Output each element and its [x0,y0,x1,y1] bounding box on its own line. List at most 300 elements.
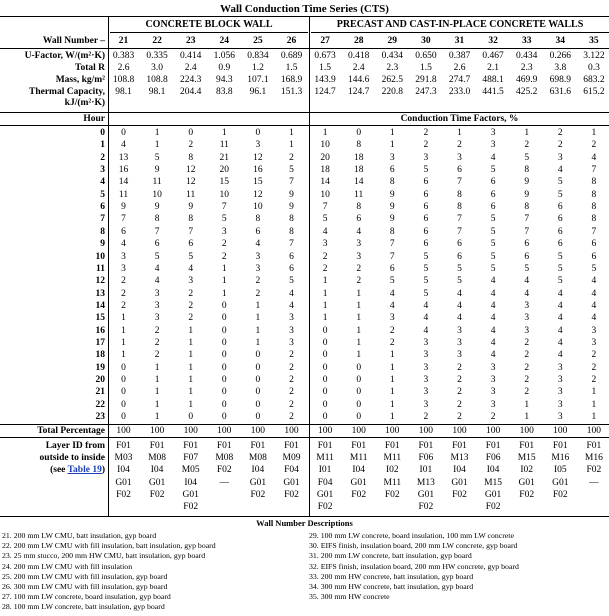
hour-label: 8 [100,226,105,237]
ctf-value: 2 [255,276,261,287]
wall-number: 33 [521,36,532,46]
thermal-capacity-value: 151.3 [280,87,303,97]
ctf-value: 2 [457,399,462,410]
ctf-value: 0 [255,387,261,398]
ctf-value: 5 [524,152,530,163]
ctf-value: 8 [591,214,597,225]
ctf-value: 2 [255,288,261,299]
hour-label: 15 [95,313,105,324]
ctf-value: 14 [320,177,330,188]
layer-order-label: outside to inside [39,453,105,463]
layer-id: F02 [250,489,266,500]
ctf-value: 4 [356,226,362,237]
ctf-value: 2 [524,375,530,385]
ctf-value: 0 [221,387,227,398]
ctf-value: 2 [221,251,227,262]
total-r-value: 0.9 [218,63,231,73]
ctf-value: 0 [221,399,227,410]
total-r-value: 1.5 [319,63,332,73]
ctf-value: 16 [118,165,129,176]
ctf-value: 5 [457,263,462,274]
wall-description: 21. 200 mm LW CMU, batt insulation, gyp board [2,531,157,540]
ctf-value: 2 [356,263,362,274]
ctf-value: 2 [490,412,496,423]
layer-id: M09 [282,453,301,464]
ctf-value: 4 [490,276,496,287]
wall-description: 35. 300 mm HW concrete [309,592,390,602]
layer-id: F01 [485,441,501,451]
hour-label: 0 [100,128,105,138]
ctf-value: 0 [188,128,194,138]
ctf-value: 6 [524,251,530,262]
ctf-value: 4 [591,152,597,163]
ctf-value: 1 [591,128,597,138]
mass-value: 107.1 [247,75,269,85]
ctf-value: 2 [557,140,563,151]
u-factor-value: 0.650 [415,51,437,61]
ctf-value: 4 [423,313,429,324]
u-factor-value: 0.266 [549,51,571,61]
total-r-value: 1.5 [285,63,298,73]
ctf-value: 1 [356,337,362,348]
ctf-value: 0 [255,128,261,138]
ctf-value: 2 [457,362,462,373]
ctf-value: 1 [322,300,328,311]
ctf-value: 0 [221,412,227,423]
ctf-value: 1 [356,288,362,299]
hour-label: 5 [100,189,105,200]
ctf-value: 1 [389,387,395,398]
ctf-value: 1 [289,128,294,138]
total-percentage-value: 100 [452,426,467,436]
layer-id: F06 [485,453,501,464]
layer-id: G01 [148,477,166,488]
ctf-value: 11 [118,189,129,200]
ctf-value: 9 [188,202,194,213]
ctf-value: 7 [524,226,530,237]
ctf-value: 0 [322,362,328,373]
hour-label: 22 [95,399,105,410]
ctf-value: 1 [255,313,261,324]
thermal-capacity-value: 83.8 [215,87,233,97]
group-underline-block [110,32,308,33]
total-percentage-value: 100 [250,426,266,436]
layer-id: I04 [453,465,466,476]
ctf-value: 0 [322,412,328,423]
ctf-value: 1 [389,362,395,373]
u-factor-value: 0.834 [247,51,269,61]
ctf-value: 1 [188,325,194,336]
layer-id: F01 [351,441,367,451]
wall-number: 31 [454,36,465,46]
ctf-value: 2 [524,362,530,373]
layer-id: F02 [149,489,165,500]
ctf-value: 4 [490,288,496,299]
hour-label: 14 [95,300,105,311]
ctf-value: 3 [154,313,160,324]
ctf-value: 4 [322,226,328,237]
wall-number: 30 [421,36,431,46]
ctf-value: 5 [490,165,496,176]
ctf-value: 1 [221,276,227,287]
thermal-capacity-value: 441.5 [482,87,504,97]
ctf-value: 0 [322,399,328,410]
ctf-value: 2 [524,337,530,348]
layer-id: F01 [586,441,602,451]
ctf-value: 4 [524,276,530,287]
layer-id: F01 [116,441,131,451]
mass-value: 143.9 [314,75,336,85]
layer-id: M13 [450,453,469,464]
thermal-capacity-value: 204.4 [180,87,202,97]
hour-label: 2 [100,152,105,163]
total-r-value: 2.6 [453,63,466,73]
layer-id: I04 [486,465,500,476]
table-19-link[interactable]: Table 19 [67,465,102,475]
ctf-value: 4 [154,276,160,287]
ctf-value: 0 [322,350,328,361]
ctf-value: 4 [423,325,429,336]
ctf-value: 0 [221,375,227,385]
ctf-value: 4 [289,300,294,311]
layer-id: F02 [384,489,400,500]
layer-id: M08 [148,453,167,464]
u-factor-label: U-Factor, W/(m²·K) [24,51,105,61]
ctf-value: 4 [557,350,563,361]
mass-value: 683.2 [583,75,605,85]
hour-label: 18 [95,350,105,361]
ctf-value: 5 [154,251,160,262]
ctf-value: 8 [188,152,194,163]
ctf-value: 2 [221,239,227,250]
group-header-precast: PRECAST AND CAST-IN-PLACE CONCRETE WALLS [336,19,584,30]
layer-id: F01 [317,441,333,451]
layer-id: G01 [115,477,132,488]
ctf-value: 10 [152,189,162,200]
layer-id: F02 [485,502,501,512]
total-r-value: 3.0 [151,63,164,73]
ctf-header: Conduction Time Factors, % [400,114,519,124]
mass-value: 108.8 [112,75,135,85]
ctf-value: 4 [591,276,597,287]
ctf-value: 4 [188,263,194,274]
thermal-capacity-value: 615.2 [583,87,605,97]
u-factor-value: 3.122 [583,51,605,61]
ctf-value: 3 [423,350,429,361]
ctf-value: 1 [154,140,160,151]
ctf-value: 1 [121,313,126,324]
ctf-value: 6 [423,239,429,250]
ctf-value: 1 [121,350,126,361]
ctf-value: 4 [457,288,462,299]
ctf-value: 13 [118,152,129,163]
ctf-value: 6 [591,239,597,250]
ctf-value: 4 [121,140,126,151]
ctf-value: 6 [356,214,362,225]
ctf-value: 3 [524,313,530,324]
layer-id: F01 [519,441,535,451]
ctf-value: 1 [524,399,530,410]
mass-value: 291.8 [415,75,437,85]
layer-id: F01 [418,441,434,451]
ctf-value: 5 [557,177,563,188]
ctf-value: 6 [557,226,563,237]
total-r-value: 2.1 [487,63,500,73]
wall-number: 23 [185,36,196,46]
ctf-value: 4 [423,300,429,311]
ctf-value: 12 [185,177,196,188]
ctf-value: 18 [353,165,364,176]
layer-id: G01 [316,489,334,500]
ctf-value: 1 [154,412,160,423]
ctf-value: 7 [188,226,194,237]
ctf-value: 1 [289,140,294,151]
ctf-value: 5 [389,276,395,287]
ctf-value: 4 [457,313,462,324]
ctf-value: 5 [289,276,294,287]
mass-value: 274.7 [448,75,471,85]
ctf-value: 3 [255,263,261,274]
wall-number: 24 [219,36,230,46]
ctf-value: 8 [289,214,294,225]
ctf-value: 0 [121,128,126,138]
total-percentage-value: 100 [385,426,400,436]
u-factor-value: 0.434 [381,51,403,61]
ctf-value: 11 [186,189,196,200]
ctf-value: 12 [185,165,196,176]
ctf-value: 9 [289,189,294,200]
ctf-value: 2 [322,251,328,262]
ctf-value: 1 [389,128,395,138]
ctf-value: 6 [289,263,294,274]
ctf-value: 14 [118,177,129,188]
ctf-value: 1 [188,337,194,348]
wall-number: 34 [555,36,566,46]
ctf-value: 2 [389,337,395,348]
ctf-value: 5 [490,214,496,225]
ctf-value: 5 [423,276,429,287]
total-percentage-value: 100 [149,426,165,436]
wall-number: 22 [152,36,162,46]
ctf-value: 3 [356,251,362,262]
ctf-value: 5 [490,263,496,274]
ctf-value: 1 [188,399,194,410]
ctf-value: 10 [320,140,330,151]
ctf-value: 1 [524,412,530,423]
ctf-value: 2 [154,350,160,361]
ctf-value: 2 [457,387,462,398]
ctf-value: 4 [490,300,496,311]
ctf-value: 3 [490,362,496,373]
layer-id: G01 [350,477,367,488]
ctf-value: 2 [457,375,462,385]
ctf-value: 4 [557,313,563,324]
ctf-value: 0 [356,399,362,410]
ctf-value: 4 [490,313,496,324]
ctf-value: 0 [121,387,126,398]
ctf-value: 15 [219,177,230,188]
ctf-value: 3 [490,140,496,151]
mass-value: 168.9 [280,75,303,85]
ctf-value: 8 [356,202,362,213]
ctf-value: 6 [557,239,563,250]
ctf-value: 6 [389,165,395,176]
ctf-value: 3 [121,263,126,274]
ctf-value: 3 [490,128,496,138]
ctf-value: 12 [253,152,263,163]
ctf-value: 2 [524,387,530,398]
ctf-value: 5 [490,239,496,250]
ctf-value: 1 [188,375,194,385]
ctf-value: 2 [524,350,530,361]
ctf-value: 0 [221,300,227,311]
ctf-value: 3 [389,313,395,324]
total-percentage-value: 100 [183,426,198,436]
ctf-value: 4 [557,337,563,348]
layer-id: M13 [416,477,435,488]
ctf-value: 2 [322,263,328,274]
descriptions-title: Wall Number Descriptions [256,518,353,528]
ctf-value: 2 [289,387,294,398]
group-underline-precast [311,32,609,33]
ctf-value: 3 [289,337,294,348]
ctf-value: 1 [255,325,261,336]
thermal-capacity-label: Thermal Capacity, [29,87,105,97]
ctf-value: 0 [221,325,227,336]
wall-description: 26. 300 mm LW CMU with fill insulation, gyp board [2,582,168,591]
ctf-value: 8 [591,177,597,188]
ctf-value: 2 [423,140,429,151]
total-percentage-value: 100 [485,426,501,436]
layer-id: G01 [417,489,435,500]
ctf-value: 18 [320,165,330,176]
ctf-value: 1 [188,362,194,373]
total-percentage-value: 100 [586,426,602,436]
ctf-value: 5 [221,214,227,225]
total-r-value: 2.3 [386,63,399,73]
layer-id: M03 [114,453,133,464]
ctf-value: 0 [221,362,227,373]
ctf-value: 8 [154,214,160,225]
ctf-value: 4 [255,239,261,250]
ctf-value: 1 [154,375,160,385]
ctf-value: 3 [255,251,261,262]
ctf-value: 3 [524,300,530,311]
ctf-value: 3 [557,412,563,423]
layer-id: F01 [183,441,199,451]
wall-number: 27 [320,36,330,46]
ctf-value: 16 [253,165,263,176]
hour-label: 23 [95,412,105,423]
layer-id: F02 [351,489,367,500]
ctf-value: 9 [154,165,160,176]
mass-value: 469.9 [516,75,538,85]
ctf-value: 3 [289,325,294,336]
table-top-rule [0,16,609,17]
layer-id: M08 [248,453,267,464]
ctf-value: 3 [591,325,597,336]
ctf-value: 2 [188,288,194,299]
ctf-value: 4 [289,288,294,299]
ctf-value: 6 [457,165,462,176]
layer-id: M08 [215,453,234,464]
ctf-value: 4 [490,152,496,163]
ctf-value: 1 [255,337,261,348]
ctf-value: 2 [289,399,294,410]
ctf-value: 6 [423,214,429,225]
ctf-value: 1 [356,300,362,311]
ctf-value: 7 [524,214,530,225]
layer-id: F01 [149,441,165,451]
ctf-value: 0 [356,128,362,138]
wall-number: 25 [253,36,263,46]
ctf-value: 4 [591,288,597,299]
layer-id: I05 [553,465,567,476]
layer-id: M16 [551,453,570,464]
ctf-value: 1 [389,375,395,385]
layer-id: I02 [520,465,534,476]
ctf-value: 0 [188,412,194,423]
ctf-value: 1 [322,288,328,299]
total-r-label: Total R [74,63,105,73]
thermal-capacity-value: 98.1 [148,87,166,97]
ctf-value: 5 [557,251,563,262]
ctf-value: 3 [557,399,563,410]
ctf-value: 3 [423,375,429,385]
hour-label: 17 [95,337,105,348]
total-percentage-label: Total Percentage [37,426,105,436]
ctf-value: 3 [457,350,462,361]
thermal-capacity-value: 98.1 [115,87,132,97]
ctf-value: 2 [423,412,429,423]
ctf-value: 7 [389,251,395,262]
ctf-value: 8 [389,226,395,237]
layer-id: F02 [519,489,535,500]
u-factor-value: 0.414 [180,51,202,61]
mass-label: Mass, kg/m² [55,75,105,85]
wall-description: 28. 100 mm LW concrete, batt insulation, gyp board [2,602,165,612]
group-header-concrete-block: CONCRETE BLOCK WALL [145,19,273,30]
wall-number: 28 [353,36,364,46]
ctf-value: 5 [322,214,328,225]
total-percentage-value: 100 [217,426,232,436]
ctf-value: 0 [356,362,362,373]
ctf-value: 5 [154,152,160,163]
total-top-rule [0,424,609,425]
layer-id: M11 [349,453,368,464]
u-factor-value: 0.689 [280,51,303,61]
ctf-value: 3 [457,152,462,163]
ctf-value: 2 [591,140,597,151]
total-percentage-value: 100 [351,426,366,436]
ctf-value: 8 [356,140,362,151]
ctf-value: 6 [423,177,429,188]
layer-id: I02 [385,465,399,476]
layer-id: G01 [552,477,569,488]
layer-id: G01 [518,477,535,488]
ctf-value: 6 [389,263,395,274]
ctf-value: 0 [255,362,261,373]
hour-header-bottom-rule [0,125,609,126]
ctf-value: 10 [219,189,230,200]
ctf-value: 3 [490,375,496,385]
thermal-capacity-value: 124.7 [314,87,336,97]
wall-number: 29 [387,36,398,46]
layer-id: F02 [586,465,602,476]
ctf-value: 3 [457,337,462,348]
ctf-value: 1 [221,263,227,274]
ctf-value: 7 [591,165,597,176]
